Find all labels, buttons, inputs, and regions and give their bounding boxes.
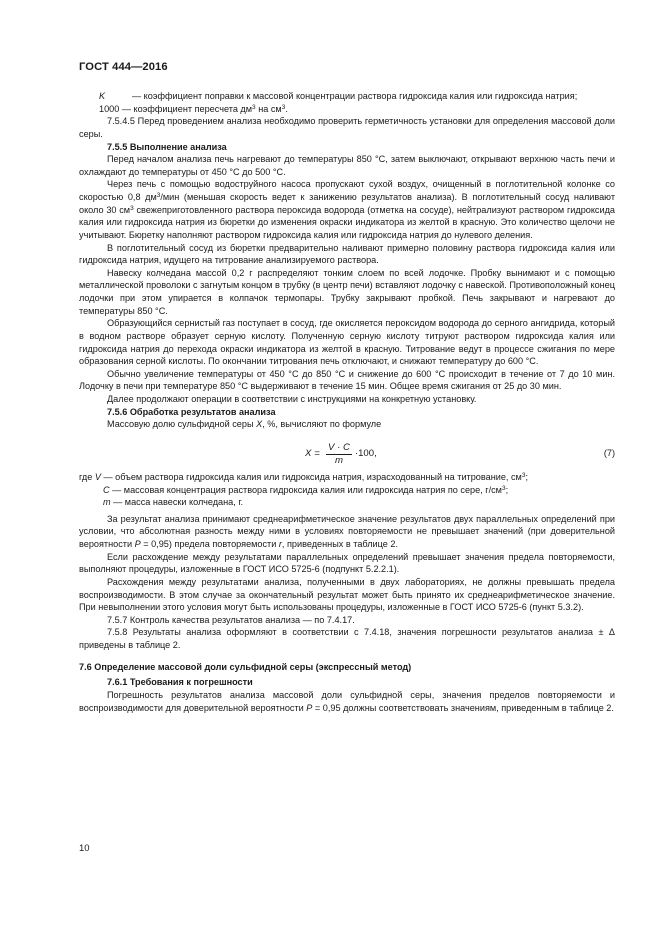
paragraph-756-4: Расхождения между результатами анализа, полученными в двух лабораториях, не должны превышать предела воспроизводимости. В этом случае за окончательный результат может быть принято их среднеарифметическое значение. При невыполнении этого условия могут быть использованы процедуры, изложенные в ГОСТ ИСО 5725-6 (пункт 5.3.2). — [79, 576, 615, 613]
where-v: где V — объем раствора гидроксида калия или гидроксида натрия, израсходованный на титрование, $см^3$; — [79, 471, 528, 482]
definition-1000: 1000 — коэффициент пересчета $дм^3$ на $см^3$. — [99, 103, 288, 114]
heading-756: 7.5.6 Обработка результатов анализа — [107, 406, 276, 417]
paragraph-7545: 7.5.4.5 Перед проведением анализа необходимо проверить герметичность установки для определения массовой доли серы. — [79, 116, 615, 139]
paragraph-758: 7.5.8 Результаты анализа оформляют в соответствии с 7.4.18, значения погрешности результатов анализа ± Δ приведены в таблице 2. — [79, 627, 615, 650]
formula-fraction — [326, 442, 352, 467]
formula-number: (7) — [603, 447, 615, 458]
paragraph-756-3: Если расхождение между результатами параллельных определений превышает значения предела повторяемости, выполняют процедуры, изложенные в ГОСТ ИСО 5725-6 (подпункт 5.2.2.1). — [79, 551, 615, 575]
formula-7 — [79, 435, 615, 465]
page-number: 10 — [79, 843, 90, 854]
paragraph-755-7: Далее продолжают операции в соответствии с инструкциями на конкретную установку. — [107, 394, 477, 404]
formula-lhs: X — [305, 448, 312, 460]
paragraph-755-4: Навеску колчедана массой 0,2 г распределяют тонким слоем по всей лодочке. Пробку вынимают и с помощью металлической проволоки с загнутым концом в трубку (в центр печи) вставляют лодочку с навеской. Противоположный конец лодочки при этом упирается в колпачок термопары. Трубку закрывают пробкой. Печь закрывают и нагревают до температуры 850 °С. — [79, 267, 615, 316]
heading-755: 7.5.5 Выполнение анализа — [107, 141, 227, 152]
paragraph-757: 7.5.7 Контроль качества результатов анализа — по 7.4.17. — [107, 614, 355, 625]
heading-761: 7.6.1 Требования к погрешности — [107, 677, 253, 688]
paragraph-755-6: Обычно увеличение температуры от 450 °С до 850 °С и снижение до 600 °С происходит в течение от 7 до 10 мин. Лодочку в печи при температуре 850 °С выдерживают в течение 15 мин. Общее время сжигания от 25 до 30 мин. — [79, 368, 615, 392]
formula-equals: = — [314, 448, 321, 460]
paragraph-756-1: Массовую долю сульфидной серы X, %, вычисляют по формуле — [107, 419, 382, 430]
formula-factor: ·100, — [354, 448, 377, 460]
document-body — [79, 90, 615, 714]
paragraph-761-1: Погрешность результатов анализа массовой доли сульфидной серы, значения пределов повторяемости и воспроизводимости для доверительной вероятности P = 0,95 должны соответствовать значениям, приведенным в таблице 2. — [79, 689, 615, 713]
paragraph-755-1: Перед началом анализа печь нагревают до температуры 850 °С, затем выключают, открывают верхнюю часть печи и охлаждают до температуры от 450 °С до 500 °С. — [79, 154, 615, 177]
formula-denominator: m — [334, 454, 343, 466]
definition-k: K — коэффициент поправки к массовой концентрации раствора гидроксида калия или гидроксида натрия; — [99, 91, 578, 101]
paragraph-756-2: За результат анализа принимают среднеарифметическое значение результатов двух параллельных определений при условии, что абсолютная разность между ними в условиях повторяемости не превышает значений (при доверительной вероятности P = 0,95) предела повторяемости r, приведенных в таблице 2. — [79, 513, 615, 549]
paragraph-755-5: Образующийся сернистый газ поступает в сосуд, где окисляется пероксидом водорода до серного ангидрида, который в водном растворе образует серную кислоту. Полученную серную кислоту титруют раствором гидроксида калия или гидроксида натрия до перехода окраски индикатора из желтой в красную. Титрование ведут в процессе сжигания по мере образования серной кислоты. По окончании титрования печь отключают, и снижают температуру до 600 °С. — [79, 318, 615, 367]
formula-numerator: V · C — [328, 441, 350, 453]
standard-header: ГОСТ 444—2016 — [79, 61, 168, 73]
where-m: m — масса навески колчедана, г. — [103, 497, 244, 508]
paragraph-755-3: В поглотительный сосуд из бюретки предварительно наливают примерно половину раствора гидроксида калия или гидроксида натрия, идущего на титрование анализируемого раствора. — [79, 242, 615, 266]
paragraph-755-2: Через печь с помощью водоструйного насоса пропускают сухой воздух, очищенный в поглотительной колонке со скоростью 0,8 $дм^3$/мин (меньшая скорость ведет к занижению результатов анализа). В поглотительный сосуд наливают около 30 $см^3$ свежеприготовленного раствора пероксида водорода (отметка на сосуде), нейтрализуют раствором гидроксида калия или гидроксида натрия из бюретки до изменения окраски индикатора из желтой в красную. Это количество щелочи не учитывают. Бюретку наполняют раствором гидроксида калия или гидроксида натрия до нулевого деления. — [79, 179, 616, 240]
heading-76: 7.6 Определение массовой доли сульфидной серы (экспрессный метод) — [79, 661, 412, 672]
where-c: C — массовая концентрация раствора гидроксида калия или гидроксида натрия по сере, $г/см^3$; — [103, 484, 509, 495]
